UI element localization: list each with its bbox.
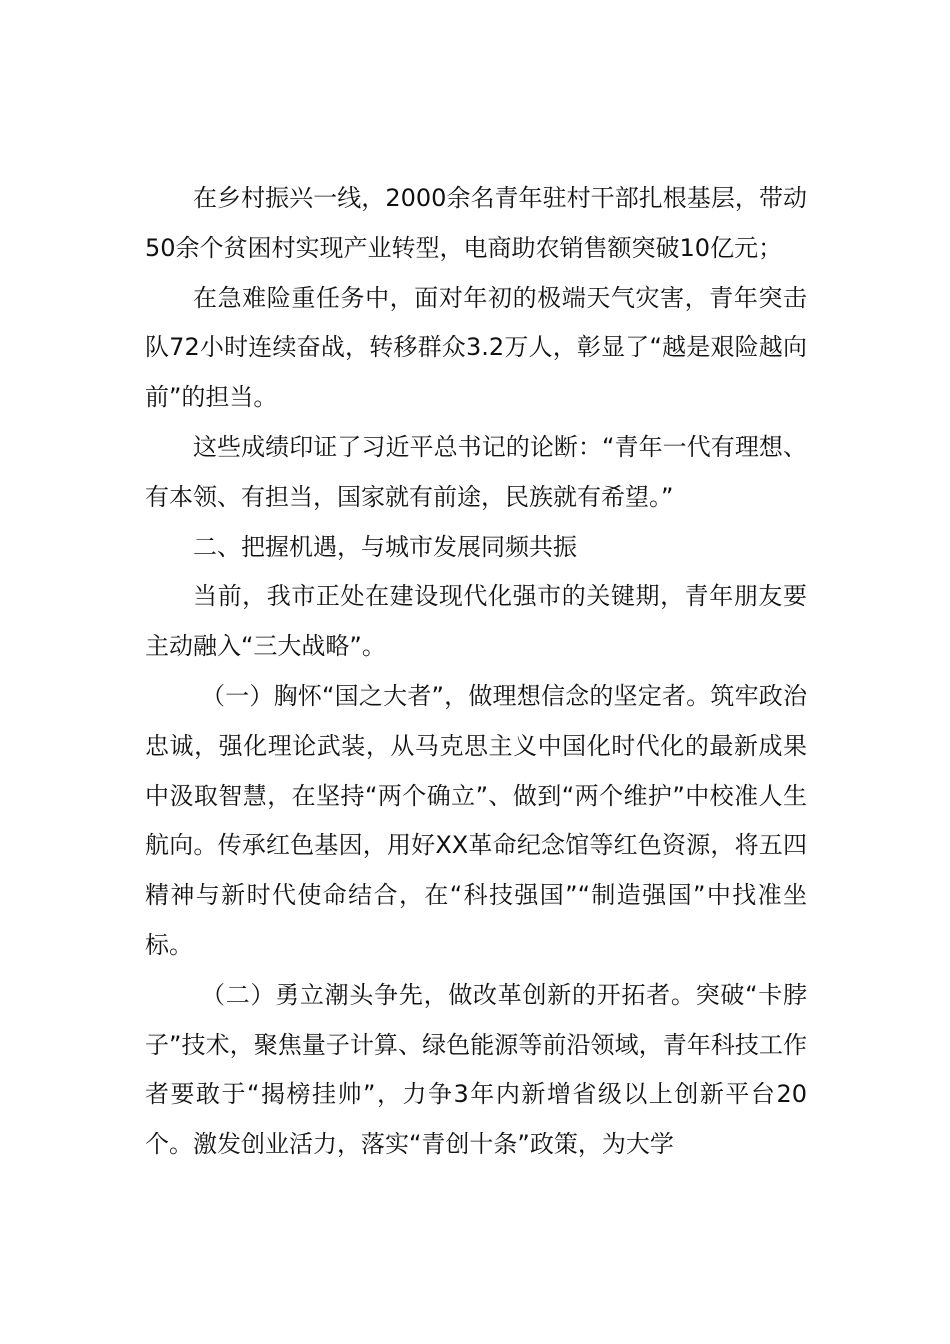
- paragraph-subsection-one: （一）胸怀“国之大者”，做理想信念的坚定者。筑牢政治忠诚，强化理论武装，从马克思主义中国化时代化的最新成果中汲取智慧，在坚持“两个确立”、做到“两个维护”中校准人生航向。传承红色基因，用好XX革命纪念馆等红色资源，将五四精神与新时代使命结合，在“科技强国”“制造强国”中找准坐标。: [145, 681, 807, 959]
- paragraph-emergency-tasks: 在急难险重任务中，面对年初的极端天气灾害，青年突击队72小时连续奋战，转移群众3.2万人，彰显了“越是艰险越向前”的担当。: [145, 283, 807, 412]
- paragraph-rural-revitalization: 在乡村振兴一线，2000余名青年驻村干部扎根基层，带动50余个贫困村实现产业转型，电商助农销售额突破10亿元；: [145, 184, 807, 262]
- paragraph-achievements-quote: 这些成绩印证了习近平总书记的论断：“青年一代有理想、有本领、有担当，国家就有前途，民族就有希望。”: [145, 432, 807, 511]
- paragraph-current-period: 当前，我市正处在建设现代化强市的关键期，青年朋友要主动融入“三大战略”。: [145, 582, 807, 661]
- section-heading-two: 二、把握机遇，与城市发展同频共振: [193, 532, 577, 561]
- paragraph-subsection-two: （二）勇立潮头争先，做改革创新的开拓者。突破“卡脖子”技术，聚焦量子计算、绿色能源等前沿领域，青年科技工作者要敢于“揭榜挂帅”，力争3年内新增省级以上创新平台20个。激发创业活力，落实“青创十条”政策，为大学: [145, 980, 807, 1159]
- document-body: [145, 174, 807, 1170]
